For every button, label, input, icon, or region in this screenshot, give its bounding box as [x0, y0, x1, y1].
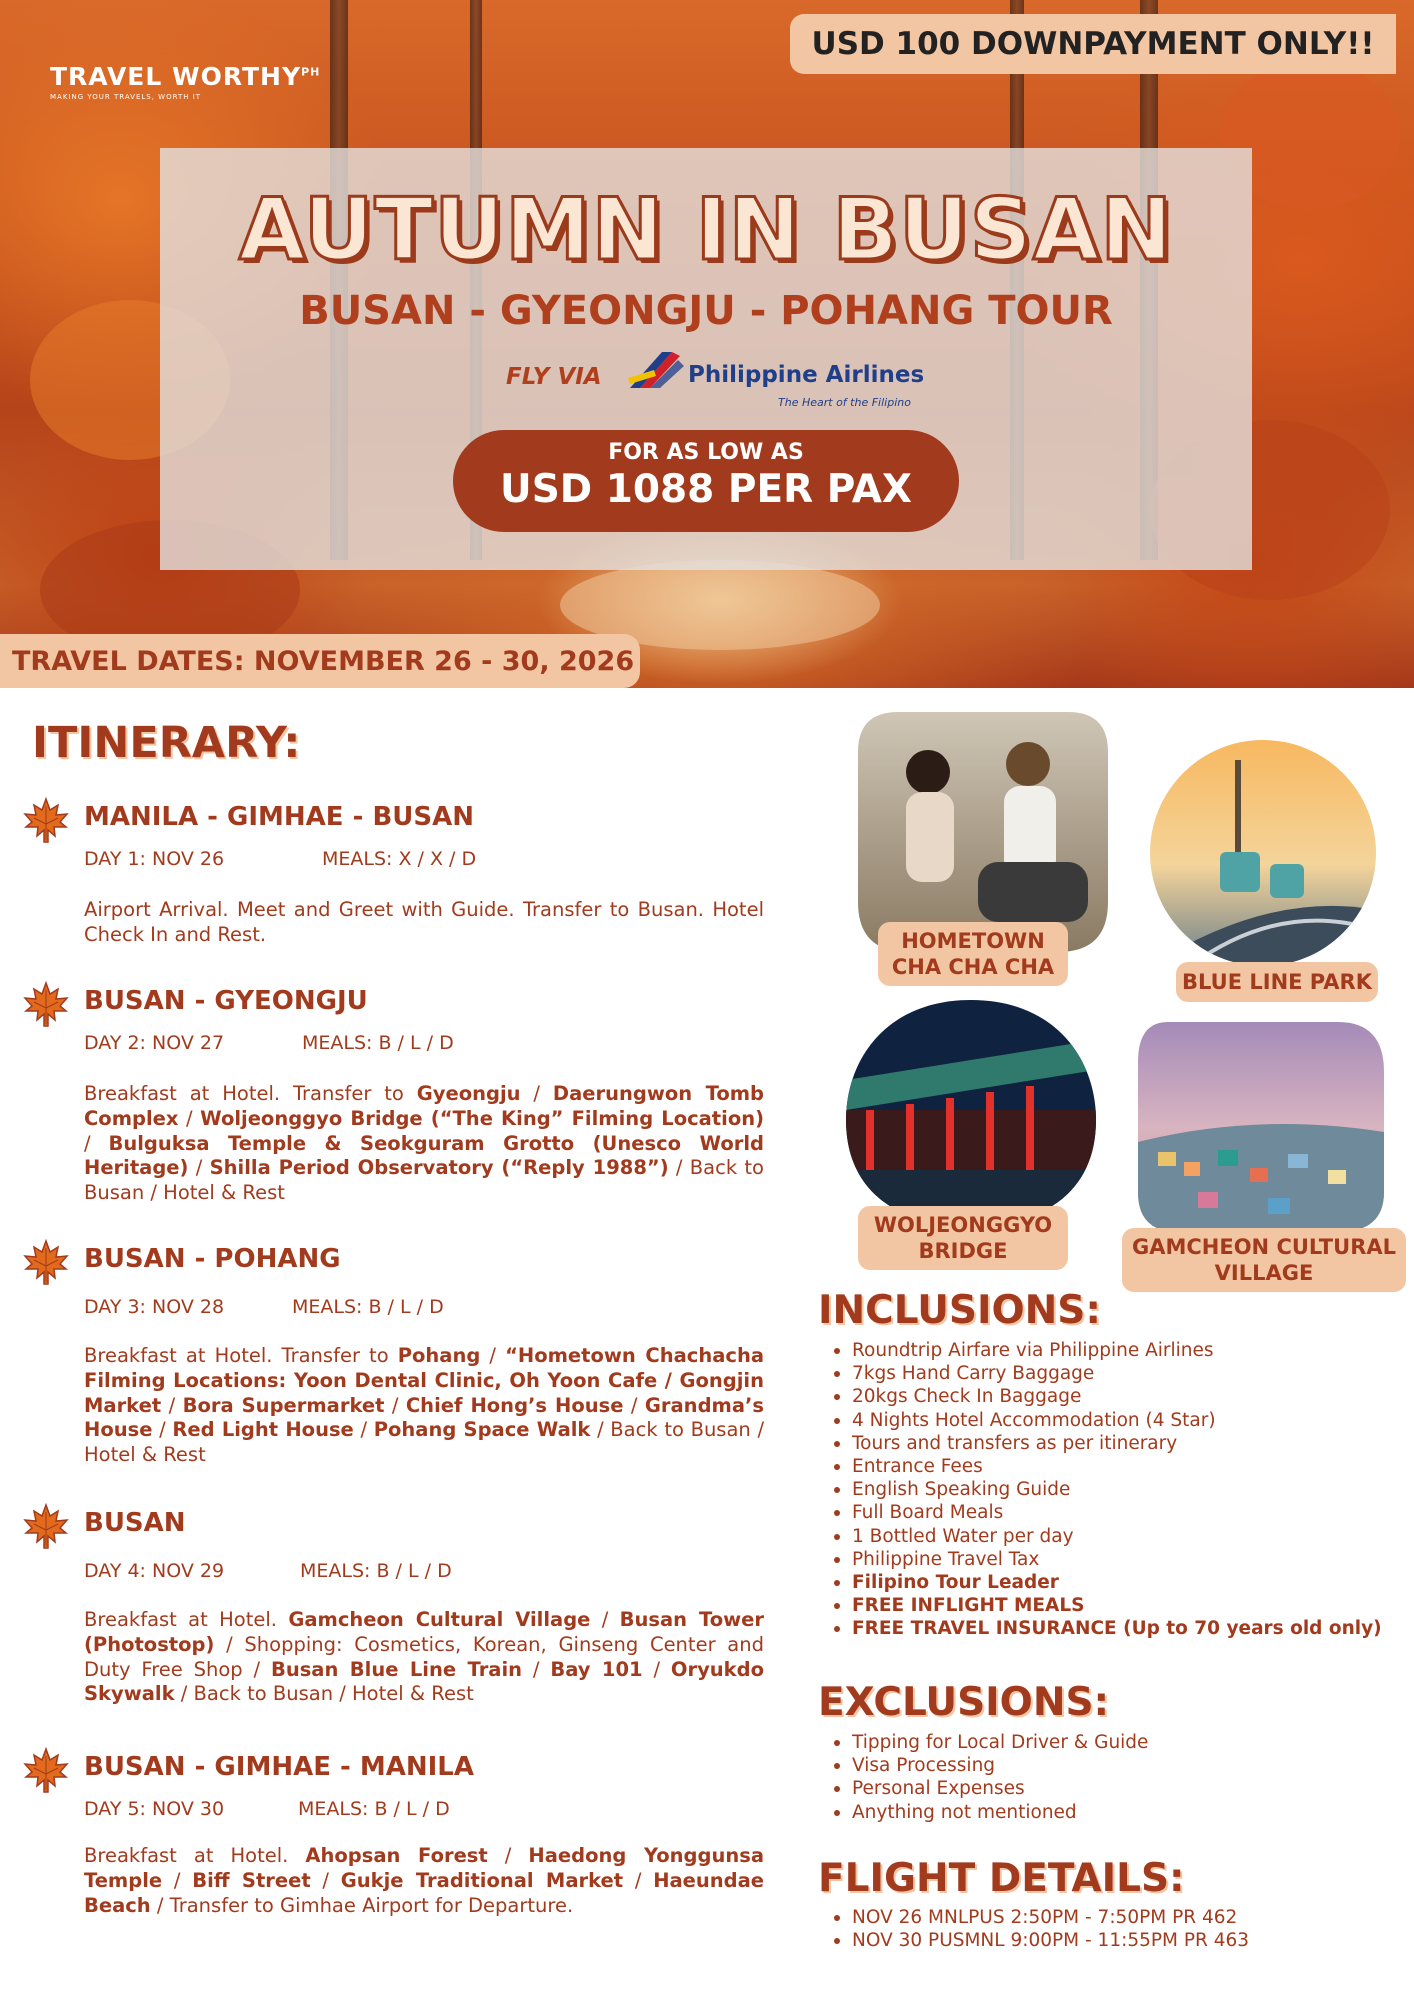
day-description: [84, 1844, 764, 1918]
description-segment: Shilla Period Observatory (“Reply 1988”): [209, 1156, 669, 1180]
description-segment: / Transfer to Gimhae Airport for Departure.: [150, 1893, 574, 1917]
description-segment: /: [162, 1868, 193, 1892]
description-segment: Woljeonggyo Bridge (“The King” Filming Location): [200, 1106, 765, 1130]
day-title: BUSAN: [84, 1508, 186, 1538]
list-item: FREE TRAVEL INSURANCE (Up to 70 years old only): [830, 1617, 1390, 1640]
description-segment: “Hometown Chachacha Filming Locations: Yoon Dental Clinic, Oh Yoon Cafe / Gongjin Market: [84, 1344, 764, 1417]
description-segment: Pohang: [397, 1344, 481, 1367]
inclusions-list: [830, 1339, 1390, 1641]
description-segment: /: [188, 1156, 210, 1180]
price-value: USD 1088 PER PAX: [500, 467, 912, 512]
tour-subtitle: BUSAN - GYEONGJU - POHANG TOUR: [299, 288, 1113, 334]
itinerary-day-1: [22, 802, 762, 952]
description-segment: /: [480, 1344, 506, 1367]
meals-label: MEALS: B / L / D: [292, 1296, 444, 1318]
hometown-chachacha-photo: [858, 712, 1108, 952]
fly-via-label: FLY VIA: [506, 364, 602, 390]
day-title: BUSAN - GIMHAE - MANILA: [84, 1752, 474, 1782]
brand-name: TRAVEL WORTHY: [50, 62, 302, 91]
list-item: Tours and transfers as per itinerary: [830, 1432, 1390, 1455]
list-item: Full Board Meals: [830, 1501, 1390, 1524]
list-item: NOV 30 PUSMNL 9:00PM - 11:55PM PR 463: [830, 1929, 1390, 1952]
inclusions-heading: INCLUSIONS:: [818, 1288, 1101, 1333]
description-segment: Red Light House: [172, 1418, 354, 1442]
maple-leaf-icon: [22, 1746, 70, 1794]
day-description: [84, 1608, 764, 1707]
description-segment: Breakfast at Hotel.: [84, 1844, 306, 1867]
list-item: Visa Processing: [830, 1754, 1390, 1777]
list-item: NOV 26 MNLPUS 2:50PM - 7:50PM PR 462: [830, 1906, 1390, 1929]
flight-details-list: [830, 1906, 1390, 1952]
woljeonggyo-bridge-photo: [846, 1000, 1096, 1226]
list-item: Philippine Travel Tax: [830, 1548, 1390, 1571]
description-segment: Gyeongju: [416, 1082, 521, 1105]
description-segment: / Shopping: Cosmetics, Korean, Ginseng Center and Duty Free Shop /: [84, 1632, 764, 1681]
meals-label: MEALS: B / L / D: [302, 1032, 454, 1054]
description-segment: /: [384, 1393, 406, 1417]
maple-leaf-icon: [22, 980, 70, 1028]
price-pill: [453, 430, 959, 532]
itinerary-day-4: [22, 1508, 765, 1718]
description-segment: / Back to Busan / Hotel & Rest: [174, 1682, 474, 1706]
description-segment: Breakfast at Hotel.: [84, 1608, 289, 1631]
day-title: BUSAN - GYEONGJU: [84, 986, 368, 1016]
list-item: Entrance Fees: [830, 1455, 1390, 1478]
gamcheon-cultural-village-label: GAMCHEON CULTURAL VILLAGE: [1122, 1228, 1406, 1292]
day-title: MANILA - GIMHAE - BUSAN: [84, 802, 474, 832]
description-segment: Daerungwon Tomb Complex: [84, 1082, 764, 1130]
day-label: DAY 3: NOV 28: [84, 1296, 225, 1318]
travel-dates-banner: TRAVEL DATES: NOVEMBER 26 - 30, 2026: [0, 634, 640, 688]
title-panel: [160, 148, 1252, 570]
description-segment: /: [178, 1106, 201, 1130]
description-segment: Airport Arrival. Meet and Greet with Guide. Transfer to Busan. Hotel Check In and Rest.: [84, 898, 764, 946]
meals-label: MEALS: X / X / D: [322, 848, 477, 870]
airline-tagline: The Heart of the Filipino: [778, 396, 911, 409]
description-segment: /: [353, 1418, 374, 1442]
itinerary-day-3: [22, 1244, 765, 1474]
description-segment: Oryukdo Skywalk: [84, 1657, 765, 1706]
description-segment: / Back to Busan / Hotel & Rest: [84, 1418, 765, 1467]
description-segment: Bora Supermarket: [182, 1393, 385, 1417]
blue-line-park-label: BLUE LINE PARK: [1176, 962, 1378, 1002]
description-segment: /: [623, 1868, 654, 1892]
day-description: [84, 898, 764, 948]
description-segment: /: [310, 1868, 341, 1892]
list-item: 1 Bottled Water per day: [830, 1525, 1390, 1548]
hero-banner: [0, 0, 1414, 688]
description-segment: Busan Blue Line Train: [270, 1657, 523, 1681]
maple-leaf-icon: [22, 796, 70, 844]
list-item: Filipino Tour Leader: [830, 1571, 1390, 1594]
description-segment: Grandma’s House: [84, 1393, 765, 1442]
itinerary-day-2: [22, 986, 765, 1216]
itinerary-heading: ITINERARY:: [32, 718, 301, 768]
description-segment: Bay 101: [550, 1657, 643, 1681]
description-segment: /: [642, 1657, 671, 1681]
day-title: BUSAN - POHANG: [84, 1244, 341, 1274]
day-label: DAY 4: NOV 29: [84, 1560, 225, 1582]
list-item: Personal Expenses: [830, 1777, 1390, 1800]
list-item: Anything not mentioned: [830, 1801, 1390, 1824]
meals-label: MEALS: B / L / D: [300, 1560, 452, 1582]
day-label: DAY 1: NOV 26: [84, 848, 225, 870]
hometown-chachacha-label: HOMETOWN CHA CHA CHA: [878, 922, 1068, 986]
day-description: [84, 1082, 764, 1206]
list-item: 7kgs Hand Carry Baggage: [830, 1362, 1390, 1385]
description-segment: /: [161, 1393, 183, 1417]
exclusions-heading: EXCLUSIONS:: [818, 1680, 1110, 1725]
description-segment: Haeundae Beach: [84, 1868, 765, 1917]
airline-logo-icon: [626, 348, 686, 394]
description-segment: Gamcheon Cultural Village: [288, 1608, 591, 1631]
description-segment: /: [522, 1657, 551, 1681]
description-segment: Breakfast at Hotel. Transfer to: [84, 1082, 417, 1105]
description-segment: / Back to Busan / Hotel & Rest: [84, 1156, 764, 1205]
downpayment-badge: USD 100 DOWNPAYMENT ONLY!!: [790, 14, 1396, 74]
exclusions-list: [830, 1731, 1390, 1824]
description-segment: Bulguksa Temple & Seokguram Grotto (Unesco World Heritage): [84, 1131, 764, 1180]
price-prefix: FOR AS LOW AS: [608, 440, 804, 465]
list-item: FREE INFLIGHT MEALS: [830, 1594, 1390, 1617]
description-segment: /: [84, 1131, 109, 1155]
description-segment: Haedong Yonggunsa Temple: [84, 1844, 764, 1892]
list-item: Roundtrip Airfare via Philippine Airlines: [830, 1339, 1390, 1362]
description-segment: Gukje Traditional Market: [340, 1868, 624, 1892]
list-item: 4 Nights Hotel Accommodation (4 Star): [830, 1409, 1390, 1432]
brand-name-sup: PH: [301, 65, 321, 79]
brand-logo: [50, 62, 320, 101]
list-item: Tipping for Local Driver & Guide: [830, 1731, 1390, 1754]
description-segment: Chief Hong’s House: [405, 1393, 624, 1417]
meals-label: MEALS: B / L / D: [298, 1798, 450, 1820]
description-segment: /: [152, 1418, 173, 1442]
description-segment: /: [623, 1393, 645, 1417]
list-item: English Speaking Guide: [830, 1478, 1390, 1501]
maple-leaf-icon: [22, 1238, 70, 1286]
gamcheon-cultural-village-photo: [1138, 1022, 1384, 1232]
day-label: DAY 2: NOV 27: [84, 1032, 225, 1054]
description-segment: Biff Street: [192, 1868, 311, 1892]
description-segment: /: [520, 1082, 553, 1105]
description-segment: /: [487, 1844, 529, 1867]
page-title: AUTUMN IN BUSAN: [238, 180, 1174, 280]
brand-tagline: MAKING YOUR TRAVELS, WORTH IT: [50, 93, 202, 101]
description-segment: Pohang Space Walk: [373, 1418, 591, 1442]
list-item: 20kgs Check In Baggage: [830, 1385, 1390, 1408]
flight-details-heading: FLIGHT DETAILS:: [818, 1856, 1185, 1901]
description-segment: Breakfast at Hotel. Transfer to: [84, 1344, 398, 1367]
day-label: DAY 5: NOV 30: [84, 1798, 225, 1820]
airline-name: Philippine Airlines: [688, 362, 925, 388]
woljeonggyo-bridge-label: WOLJEONGGYO BRIDGE: [858, 1206, 1068, 1270]
day-description: [84, 1344, 764, 1468]
maple-leaf-icon: [22, 1502, 70, 1550]
description-segment: Ahopsan Forest: [305, 1844, 488, 1867]
itinerary-day-5: [22, 1752, 765, 1922]
description-segment: Busan Tower (Photostop): [84, 1608, 764, 1656]
description-segment: /: [590, 1608, 620, 1631]
blue-line-park-photo: [1150, 740, 1376, 966]
